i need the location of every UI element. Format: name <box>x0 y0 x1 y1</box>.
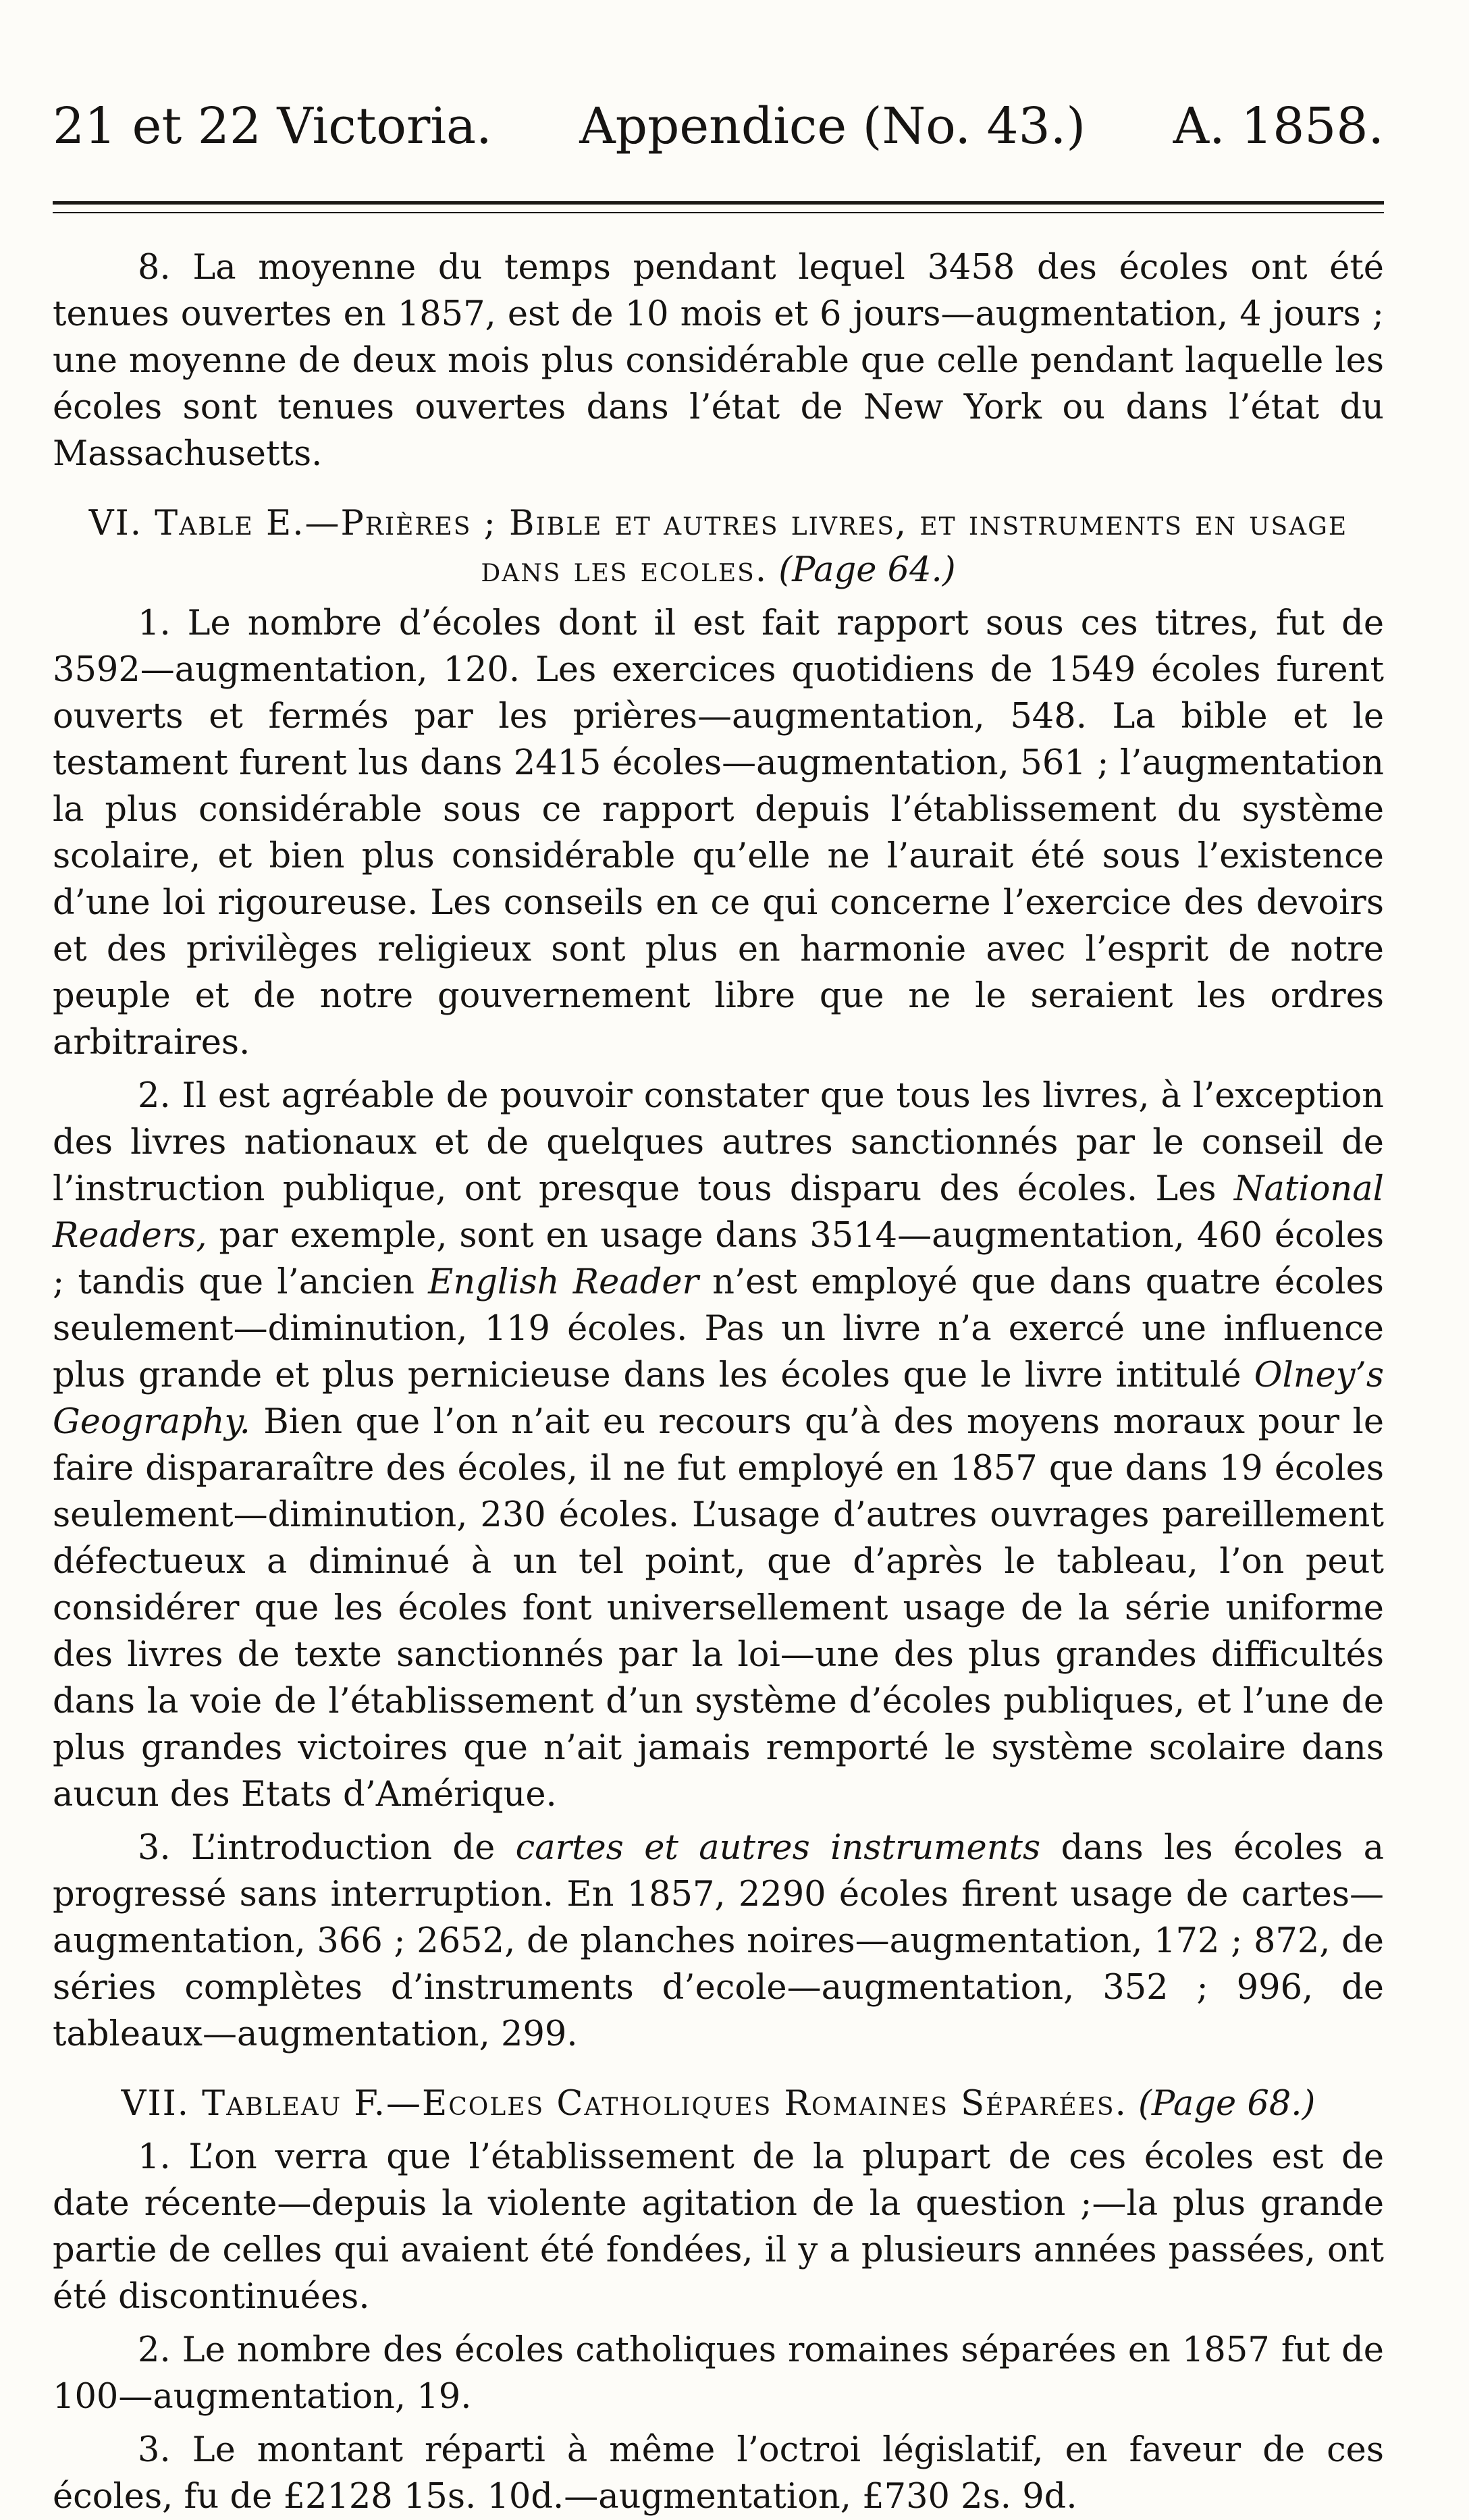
section-vi-paragraph-3 <box>53 1825 1384 2058</box>
header-rule-thick <box>53 201 1384 205</box>
header-appendix: Appendice (No. 43.) <box>579 97 1086 155</box>
section-vi-title: VI. Table E.—Prières ; Bible et autres livres, et instruments en usage dans les ecoles. <box>88 504 1348 590</box>
section-vii-title: VII. Tableau F.—Ecoles Catholiques Romaines Séparées. <box>121 2084 1127 2124</box>
vi-2-text-c: n’est employé que dans quatre écoles seulement—diminution, 119 écoles. Pas un livre n’a exercé une influence plus grande et plus pernicieuse dans les écoles que le livre intitulé <box>53 1262 1384 1395</box>
header-session: 21 et 22 Victoria. <box>53 97 492 155</box>
vi-2-text-a: 2. Il est agréable de pouvoir constater que tous les livres, à l’exception des livres nationaux et de quelques autres sanctionnés par le conseil de l’instruction publique, ont presque tous disparu des écoles. Les <box>53 1076 1384 1209</box>
section-vii-paragraph-2: 2. Le nombre des écoles catholiques romaines séparées en 1857 fut de 100—augmentation, 19. <box>53 2330 1384 2417</box>
section-vii-paragraph-1: 1. L’on verra que l’établissement de la plupart de ces écoles est de date récente—depuis la violente agitation de la question ;—la plus grande partie de celles qui avaient été fondées, il y a plusieurs années passées, ont été discontinuées. <box>53 2137 1384 2317</box>
vi-2-text-b: par exemple, sont en usage dans 3514—augmentation, 460 écoles ; tandis que l’ancien <box>53 1216 1384 1302</box>
section-vii-heading <box>53 2081 1384 2127</box>
section-vii-paragraph-3: 3. Le montant réparti à même l’octroi législatif, en faveur de ces écoles, fu de £2128 15s. 10d.—augmentation, £730 2s. 9d. <box>53 2430 1384 2517</box>
book-title-olney-geography: Olney’s Geography. <box>53 1356 1384 1442</box>
section-vii-page-ref: (Page 68.) <box>1138 2084 1316 2124</box>
paragraph-8: 8. La moyenne du temps pendant lequel 3458 des écoles ont été tenues ouvertes en 1857, est de 10 mois et 6 jours—augmentation, 4 jours ; une moyenne de deux mois plus considérable que celle pendant laquelle les écoles sont tenues ouvertes dans l’état de New York ou dans l’état du Massachusetts. <box>53 248 1384 474</box>
section-vi-paragraph-1: 1. Le nombre d’écoles dont il est fait rapport sous ces titres, fut de 3592—augmentation, 120. Les exercices quotidiens de 1549 écoles furent ouverts et fermés par les prières—augmentation, 548. La bible et le testament furent lus dans 2415 écoles—augmentation, 561 ; l’augmentation la plus considérable sous ce rapport depuis l’établissement du système scolaire, et bien plus considérable qu’elle ne l’aurait été sous l’existence d’une loi rigoureuse. Les conseils en ce qui concerne l’exercice des devoirs et des privilèges religieux sont plus en harmonie avec l’esprit de notre peuple et de notre gouvernement libre que ne le seraient les ordres arbitraires. <box>53 604 1384 1063</box>
body-text <box>53 244 1384 2520</box>
header-rule-thin <box>53 212 1384 213</box>
vi-3-italic-term: cartes et autres instruments <box>515 1828 1041 1868</box>
running-header <box>53 97 1384 155</box>
book-title-national-readers: National Readers, <box>53 1169 1384 1256</box>
vi-3-text-a: 3. L’introduction de <box>138 1828 516 1868</box>
vi-3-text-b: dans les écoles a progressé sans interruption. En 1857, 2290 écoles firent usage de cartes—augmentation, 366 ; 2652, de planches noires—augmentation, 172 ; 872, de séries complètes d’instruments d’ecole—augmentation, 352 ; 996, de tableaux—augmentation, 299. <box>53 1828 1385 2054</box>
section-vi-heading <box>53 500 1384 593</box>
header-year: A. 1858. <box>1173 97 1384 155</box>
vi-2-text-d: Bien que l’on n’ait eu recours qu’à des moyens moraux pour le faire dispararaître des écoles, il ne fut employé en 1857 que dans 19 écoles seulement—diminution, 230 écoles. L’usage d’autres ouvrages pareillement défectueux a diminué à un tel point, que d’après le tableau, l’on peut considérer que les écoles font universellement usage de la série uniforme des livres de texte sanctionnés par la loi—une des plus grandes difficultés dans la voie de l’établissement d’un système d’écoles publiques, et l’une de plus grandes victoires que n’ait jamais remporté le système scolaire dans aucun des Etats d’Amérique. <box>53 1402 1384 1815</box>
section-vi-paragraph-2 <box>53 1073 1384 1818</box>
section-vi-page-ref: (Page 64.) <box>778 550 956 590</box>
book-title-english-reader: English Reader <box>428 1262 699 1302</box>
